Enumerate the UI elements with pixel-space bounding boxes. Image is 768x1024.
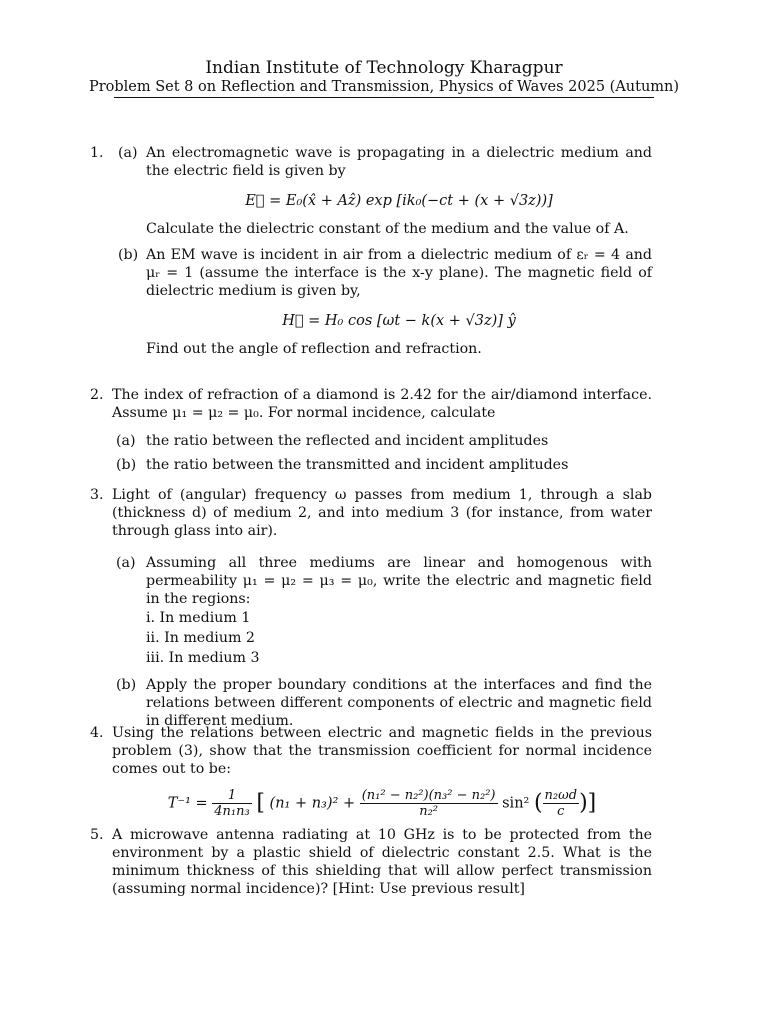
problem-number: 1. [90,145,104,161]
part-label: (b) [116,677,137,693]
part-label: (b) [116,457,137,473]
problem-2a [112,432,652,450]
part-text: the ratio between the reflected and incident amplitudes [146,433,549,449]
problem-1 [90,144,652,358]
part-text: An electromagnetic wave is propagating in a dielectric medium and the electric field is given by [146,145,652,179]
problem-3b [112,676,652,730]
institution-title: Indian Institute of Technology Kharagpur [205,58,563,78]
equation-magnetic-field: H⃗ = H₀ cos [ωt − k(x + √3z)] ŷ [282,313,516,329]
part-followup: Calculate the dielectric constant of the medium and the value of A. [146,221,629,237]
list-item: iii. In medium 3 [146,650,260,666]
problem-text: Light of (angular) frequency ω passes from medium 1, through a slab (thickness d) of medium 2, and into medium 3 (for instance, from water through glass into air). [112,487,652,539]
problem-text: A microwave antenna radiating at 10 GHz is to be protected from the environment by a plastic shield of dielectric constant 2.5. What is the minimum thickness of this shielding that will allow perfect transmission (assuming normal incidence)? [Hint: Use previous result] [112,827,652,897]
problem-number: 4. [90,725,104,741]
part-text: Apply the proper boundary conditions at the interfaces and find the relations between different components of electric and magnetic field in different medium. [146,677,652,729]
problem-2 [90,386,652,474]
problem-2b [112,456,652,474]
problem-1a [90,144,652,238]
problem-text: Using the relations between electric and magnetic fields in the previous problem (3), show that the transmission coefficient for normal incidence comes out to be: [112,725,652,777]
problem-set-subtitle: Problem Set 8 on Reflection and Transmission, Physics of Waves 2025 (Autumn) [88,79,680,95]
problem-3 [90,486,652,730]
problem-text: The index of refraction of a diamond is 2.42 for the air/diamond interface. Assume μ₁ = μ₂ = μ₀. For normal incidence, calculate [112,387,652,421]
problem-number: 3. [90,487,104,503]
problem-4 [90,724,652,819]
part-label: (b) [118,247,139,263]
fraction-prefactor: $\frac{1}{\text{4n₁n₃}}$ [214,788,250,819]
part-label: (a) [118,145,138,161]
equation-transmission-coefficient: T⁻¹ = $\frac{1}{\text{4n₁n₃}}$ [ (n₁ + n₃)² + $\frac{\text{(n₁² − n₂²)(n₃² − n₂²)}}{\text{n₂²}}$ sin² ( $\frac{\text{n₂ωd}}{c}$ )] [167,788,597,819]
part-text: the ratio between the transmitted and incident amplitudes [146,457,569,473]
region-list [146,608,652,668]
part-text: An EM wave is incident in air from a dielectric medium of εᵣ = 4 and μᵣ = 1 (assume the interface is the x-y plane). The magnetic field of dielectric medium is given by, [146,247,652,299]
equation-term: (n₁ + n₃)² + [269,795,356,812]
sine-squared: sin² [502,795,530,812]
problem-number: 2. [90,387,104,403]
list-item: ii. In medium 2 [146,630,255,646]
header-rule [114,97,654,98]
fraction-index-term: $\frac{\text{(n₁² − n₂²)(n₃² − n₂²)}}{\text{n₂²}}$ [361,788,496,819]
problem-5 [90,826,652,898]
problem-number: 5. [90,827,104,843]
part-label: (a) [116,555,136,571]
problem-3a [112,554,652,668]
fraction-phase: $\frac{\text{n₂ωd}}{c}$ [544,788,578,819]
part-label: (a) [116,433,136,449]
equation-lhs: T⁻¹ = [167,795,208,812]
part-followup: Find out the angle of reflection and refraction. [146,341,482,357]
part-text: Assuming all three mediums are linear and homogenous with permeability μ₁ = μ₂ = μ₃ = μ₀, write the electric and magnetic field in the regions: [146,555,652,607]
equation-electric-field: E⃗ = E₀(x̂ + Aẑ) exp [ik₀(−ct + (x + √3z))] [245,193,553,209]
problem-1b [90,246,652,358]
list-item: i. In medium 1 [146,610,251,626]
